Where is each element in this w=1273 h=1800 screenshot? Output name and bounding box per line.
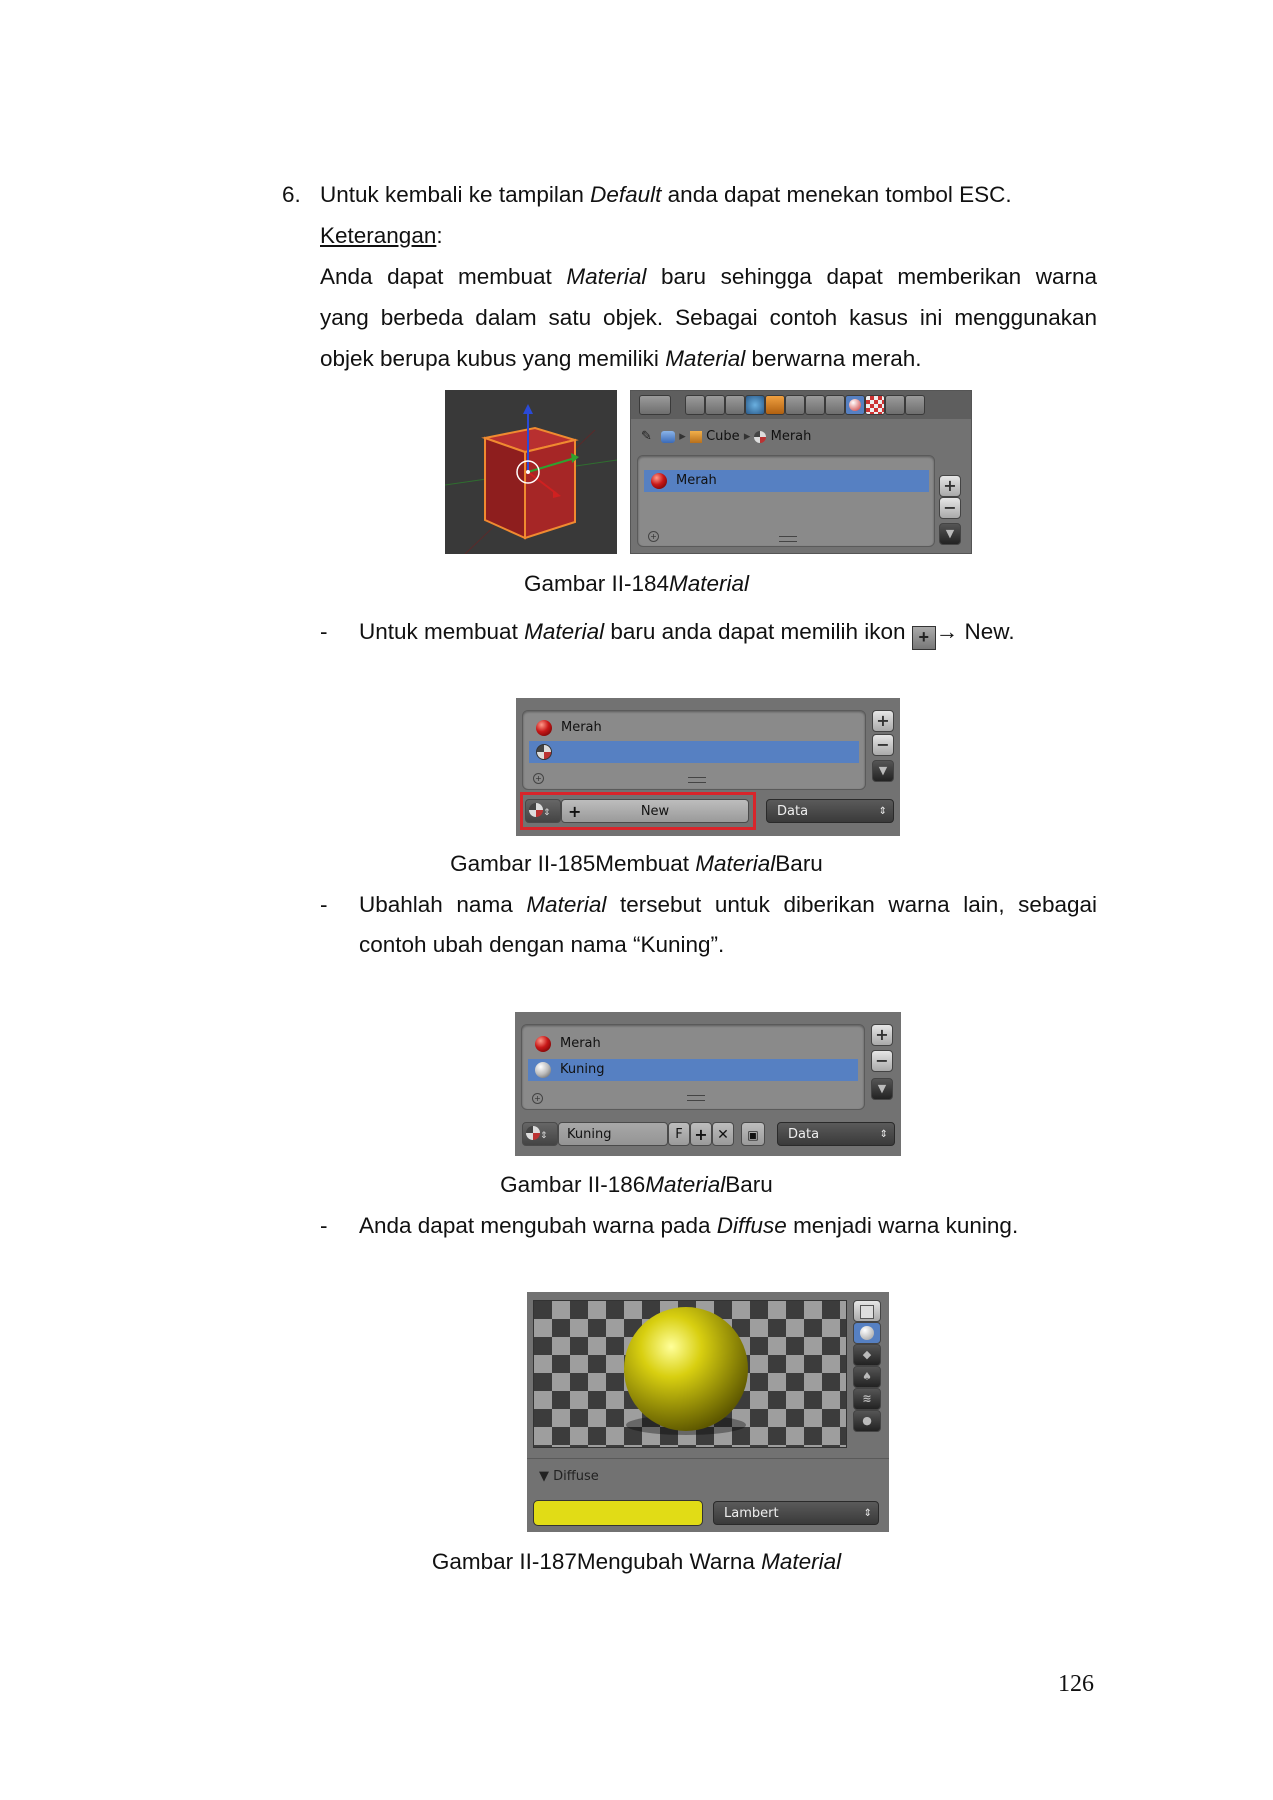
breadcrumb-arrow-icon: ▸ [679, 429, 690, 444]
preview-plane-icon[interactable] [853, 1300, 881, 1322]
rename-material-panel [515, 1012, 901, 1156]
link-data-dropdown[interactable]: Data ⇕ [766, 799, 894, 823]
material-icon [526, 1126, 540, 1140]
material-properties-panel [630, 390, 972, 554]
particles-tab-icon[interactable] [885, 395, 905, 415]
updown-arrow-icon: ⇕ [878, 806, 887, 817]
keterangan-heading: Keterangan: [320, 223, 443, 248]
specials-menu-button[interactable]: ▼ [939, 523, 961, 545]
figure-caption-187: Gambar II-187Mengubah Warna Material [431, 1549, 842, 1574]
para-line-2: yang berbeda dalam satu objek. Sebagai contoh kasus ini menggunakan [320, 305, 1097, 330]
material-slot-list [637, 455, 935, 547]
specials-menu-button[interactable]: ▼ [872, 760, 894, 782]
scene-icon [661, 431, 675, 443]
figure-caption-185: Gambar II-185Membuat MaterialBaru [450, 851, 823, 876]
new-material-panel [516, 698, 900, 836]
resize-grip[interactable] [687, 1095, 705, 1101]
updown-arrow-icon: ⇕ [543, 808, 551, 818]
breadcrumb [641, 427, 961, 447]
para-line-1: Anda dapat membuat Material baru sehingga dapat memberikan warna [320, 264, 1097, 289]
empty-material-icon [536, 744, 552, 760]
breadcrumb-arrow-icon: ▸ [743, 429, 755, 444]
slot-label: Merah [676, 473, 717, 488]
bullet-dash: - [320, 619, 328, 644]
slot-label: Merah [560, 1036, 601, 1051]
add-slot-button[interactable]: + [872, 710, 894, 732]
bullet1-text: Untuk membuat Material baru anda dapat memilih ikon + → New. [359, 612, 1015, 652]
updown-arrow-icon: ⇕ [540, 1131, 548, 1141]
pin-icon[interactable]: ✎ [641, 429, 652, 444]
scene-tab-icon[interactable] [725, 395, 745, 415]
link-data-dropdown[interactable]: Data ⇕ [777, 1122, 895, 1146]
constraints-tab-icon[interactable] [785, 395, 805, 415]
add-icon[interactable]: + [533, 773, 544, 784]
remove-slot-button[interactable]: − [871, 1050, 893, 1072]
material-slot-list [521, 1024, 865, 1110]
preview-monkey-icon[interactable]: ♠ [853, 1366, 881, 1388]
material-ball-icon [535, 1036, 551, 1052]
bullet2-line-1: Ubahlah nama Material tersebut untuk diberikan warna lain, sebagai [359, 892, 1097, 917]
figure-caption-186: Gambar II-186MaterialBaru [500, 1172, 773, 1197]
editor-type-icon[interactable] [639, 395, 671, 415]
material-name-field[interactable]: Kuning [558, 1122, 668, 1146]
fake-user-button[interactable]: F [668, 1122, 690, 1146]
resize-grip[interactable] [779, 536, 797, 542]
material-slot-list [522, 710, 866, 790]
add-icon: + [912, 626, 936, 650]
list-number: 6. [282, 182, 301, 207]
bullet3-text: Anda dapat mengubah warna pada Diffuse menjadi warna kuning. [359, 1213, 1019, 1238]
material-preview [533, 1300, 847, 1448]
bullet2-line-2: contoh ubah dengan nama “Kuning”. [359, 932, 725, 957]
breadcrumb-material: Merah [770, 429, 812, 444]
material-ball-icon [651, 473, 667, 489]
object-tab-icon[interactable] [765, 395, 785, 415]
slot-label: Kuning [560, 1062, 605, 1077]
breadcrumb-cube: Cube [706, 429, 740, 444]
unlink-icon[interactable]: ✕ [712, 1122, 734, 1146]
divider [527, 1458, 889, 1459]
list-item[interactable] [529, 717, 859, 739]
add-slot-button[interactable]: + [939, 475, 961, 497]
resize-grip[interactable] [688, 777, 706, 783]
properties-header [631, 391, 971, 419]
figure-caption-184: Gambar II-184Material [523, 571, 750, 596]
preview-sphere-sky-icon[interactable]: ● [853, 1410, 881, 1432]
bullet-dash: - [320, 1213, 328, 1238]
render-tab-icon[interactable] [685, 395, 705, 415]
add-icon: + [568, 802, 582, 821]
remove-slot-button[interactable]: − [939, 497, 961, 519]
list-item[interactable] [528, 1059, 858, 1081]
world-tab-icon[interactable] [745, 395, 765, 415]
physics-tab-icon[interactable] [905, 395, 925, 415]
browse-material-button[interactable] [522, 1122, 558, 1146]
add-icon[interactable]: + [532, 1093, 543, 1104]
preview-hair-icon[interactable]: ≋ [853, 1388, 881, 1410]
cube-icon [690, 431, 702, 443]
list-item[interactable] [529, 741, 859, 763]
material-tab-icon[interactable] [845, 395, 865, 415]
diffuse-preview-panel [527, 1292, 889, 1532]
slot-label: Merah [561, 720, 602, 735]
remove-slot-button[interactable]: − [872, 734, 894, 756]
page-number: 126 [1058, 1671, 1094, 1697]
texture-tab-icon[interactable] [865, 395, 885, 415]
preview-cube-icon[interactable]: ◆ [853, 1344, 881, 1366]
new-material-button[interactable]: + New [561, 799, 749, 823]
updown-arrow-icon: ⇕ [879, 1129, 888, 1140]
bullet-dash: - [320, 892, 328, 917]
data-tab-icon[interactable] [825, 395, 845, 415]
item6-text: Untuk kembali ke tampilan Default anda dapat menekan tombol ESC. [320, 182, 1012, 207]
material-icon [754, 431, 766, 443]
browse-material-button[interactable] [525, 799, 561, 823]
updown-arrow-icon: ⇕ [863, 1508, 872, 1519]
modifiers-tab-icon[interactable] [805, 395, 825, 415]
list-item[interactable] [528, 1033, 858, 1055]
add-slot-button[interactable]: + [871, 1024, 893, 1046]
add-icon[interactable]: + [690, 1122, 712, 1146]
para-line-3: objek berupa kubus yang memiliki Material berwarna merah. [320, 346, 922, 371]
diffuse-color-swatch[interactable] [533, 1500, 703, 1526]
material-icon [529, 803, 543, 817]
diffuse-shader-dropdown[interactable]: Lambert ⇕ [713, 1501, 879, 1525]
material-ball-icon [535, 1062, 551, 1078]
list-item[interactable] [644, 470, 929, 492]
viewport-cube-image [445, 390, 617, 554]
diffuse-panel-header[interactable]: ▼ Diffuse [539, 1469, 599, 1484]
material-ball-icon [536, 720, 552, 736]
node-icon[interactable]: ▣ [741, 1122, 765, 1146]
render-layers-tab-icon[interactable] [705, 395, 725, 415]
add-icon[interactable]: + [648, 531, 659, 542]
specials-menu-button[interactable]: ▼ [871, 1078, 893, 1100]
preview-sphere-icon[interactable] [853, 1322, 881, 1344]
